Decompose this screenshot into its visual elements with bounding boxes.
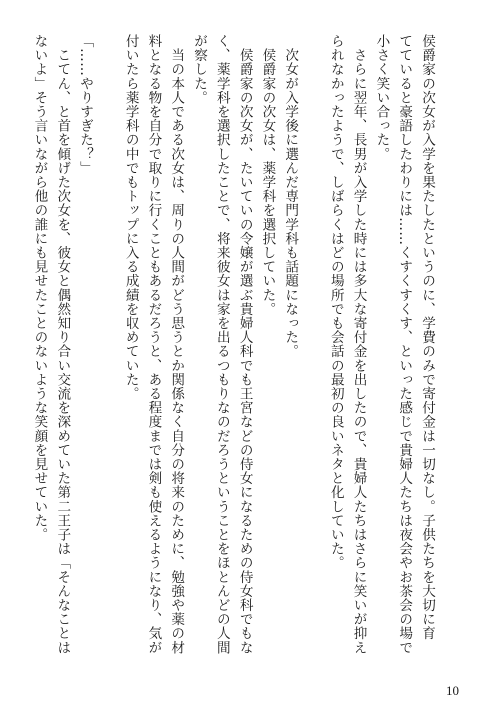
text-line: 料となる物を自分で取りに行くこともあるだろうと、ある程度までは剣も使えるようになり、気が (145, 34, 162, 655)
text-line: 侯爵家の次女が入学を果たしたというのに、学費のみで寄付金は一切なし。子供たちを大切に育 (419, 34, 435, 641)
page-number: 10 (446, 683, 459, 698)
text-line: 侯爵家の次女は、薬学科を選択していた。 (259, 34, 276, 316)
text-line: 「……やりすぎた？」 (77, 34, 94, 175)
text-line: てていると豪語したわりには……くすくすくす、といった感じで貴婦人たちは夜会やお茶会の場で (396, 34, 413, 655)
text-line: 次女が入学後に選んだ専門学科も話題になった。 (282, 34, 299, 359)
text-line: ないよ」そう言いながら他の誰にも見せたことのないような笑顔を見せていた。 (31, 34, 48, 542)
text-line: られなかったようで、しばらくはどの場所でも会話の最初の良いネタと化していた。 (327, 34, 344, 570)
blank-line (301, 34, 324, 664)
text-line: 小さく笑い合った。 (373, 34, 390, 161)
text-line: 侯爵家の次女が、たいていの令嬢が選ぶ貴婦人科でも王宮などの侍女になるための侍女科でもな (236, 34, 253, 655)
text-line: こてん、と首を傾げた次女を、彼女と偶然知り合い交流を深めていた第二王子は「そんなことは (54, 34, 71, 655)
text-line: く、薬学科を選択したことで、将来彼女は家を出るつもりなのだろうということをほとんどの人間 (213, 34, 230, 655)
text-line: さらに翌年、長男が入学した時には多大な寄付金を出したので、貴婦人たちはさらに笑いが抑え (350, 34, 367, 655)
text-line: が察した。 (191, 34, 208, 105)
text-line: 付いたら薬学科の中でもトップに入る成績を収めていた。 (122, 34, 139, 401)
vertical-text-body (31, 34, 438, 664)
text-line: 当の本人である次女は、周りの人間がどう思うとか関係なく自分の将来のために、勉強や薬の材 (168, 34, 185, 655)
blank-line (96, 34, 119, 664)
